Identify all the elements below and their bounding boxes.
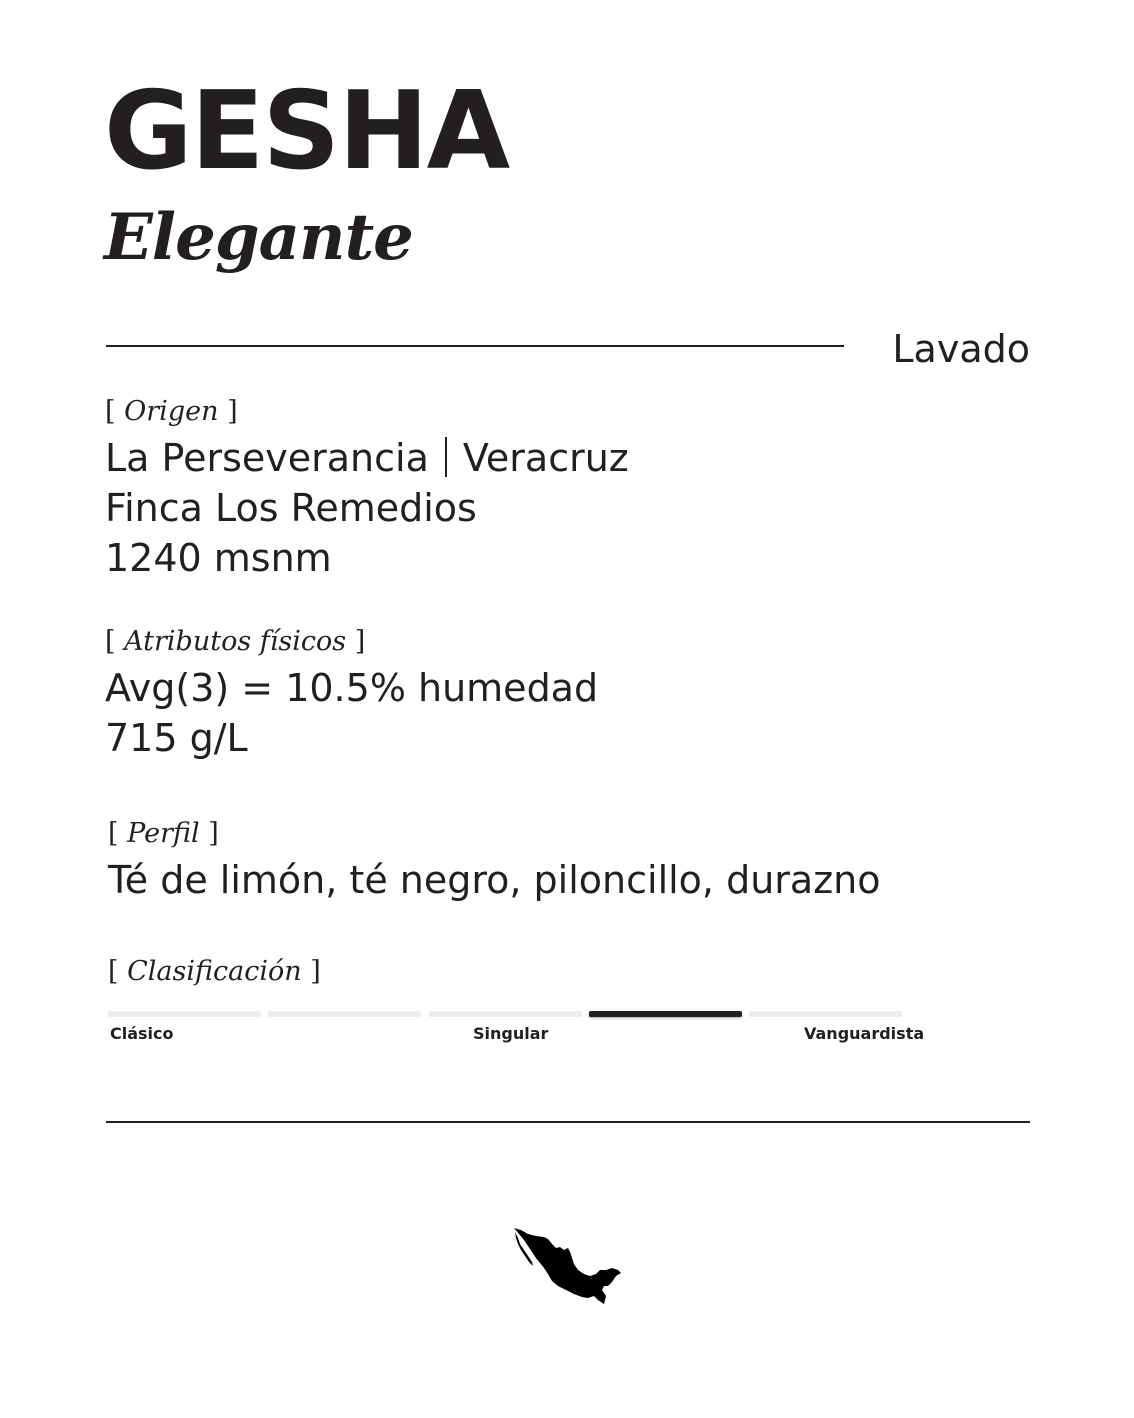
- scale-segment-3: [429, 1011, 582, 1017]
- bottom-divider: [106, 1121, 1030, 1123]
- process-label: Lavado: [892, 327, 1030, 371]
- scale-label-end: Vanguardista: [804, 1024, 925, 1043]
- classification-scale: [108, 1011, 902, 1019]
- origen-section: [105, 398, 629, 583]
- coffee-title: GESHA: [104, 69, 509, 194]
- scale-segment-2: [268, 1011, 421, 1017]
- atributos-label: [ Atributos físicos ]: [105, 626, 366, 657]
- clasificacion-label: [ Clasificación ]: [108, 956, 321, 987]
- origen-altitude: 1240 msnm: [105, 536, 332, 580]
- origen-state: Veracruz: [462, 436, 629, 480]
- origen-label: [ Origen ]: [105, 396, 238, 427]
- perfil-section: [108, 820, 881, 905]
- coffee-subtitle: Elegante: [104, 200, 413, 275]
- origen-region: La Perseverancia: [105, 436, 429, 480]
- top-divider: [106, 345, 844, 347]
- clasificacion-section: [108, 958, 321, 993]
- origen-farm: Finca Los Remedios: [105, 486, 477, 530]
- scale-label-middle: Singular: [473, 1024, 549, 1043]
- scale-label-start: Clásico: [110, 1024, 174, 1043]
- atributos-humidity: Avg(3) = 10.5% humedad: [105, 666, 599, 710]
- origen-location: [105, 433, 629, 483]
- mexico-map-icon: [512, 1226, 624, 1308]
- location-separator: [445, 437, 447, 477]
- scale-segment-5: [749, 1011, 902, 1017]
- scale-segment-4-active: [589, 1011, 742, 1017]
- atributos-section: [105, 628, 598, 763]
- scale-segment-1: [108, 1011, 261, 1017]
- atributos-density: 715 g/L: [105, 716, 248, 760]
- perfil-notes: Té de limón, té negro, piloncillo, durazno: [108, 858, 881, 902]
- perfil-label: [ Perfil ]: [108, 818, 219, 849]
